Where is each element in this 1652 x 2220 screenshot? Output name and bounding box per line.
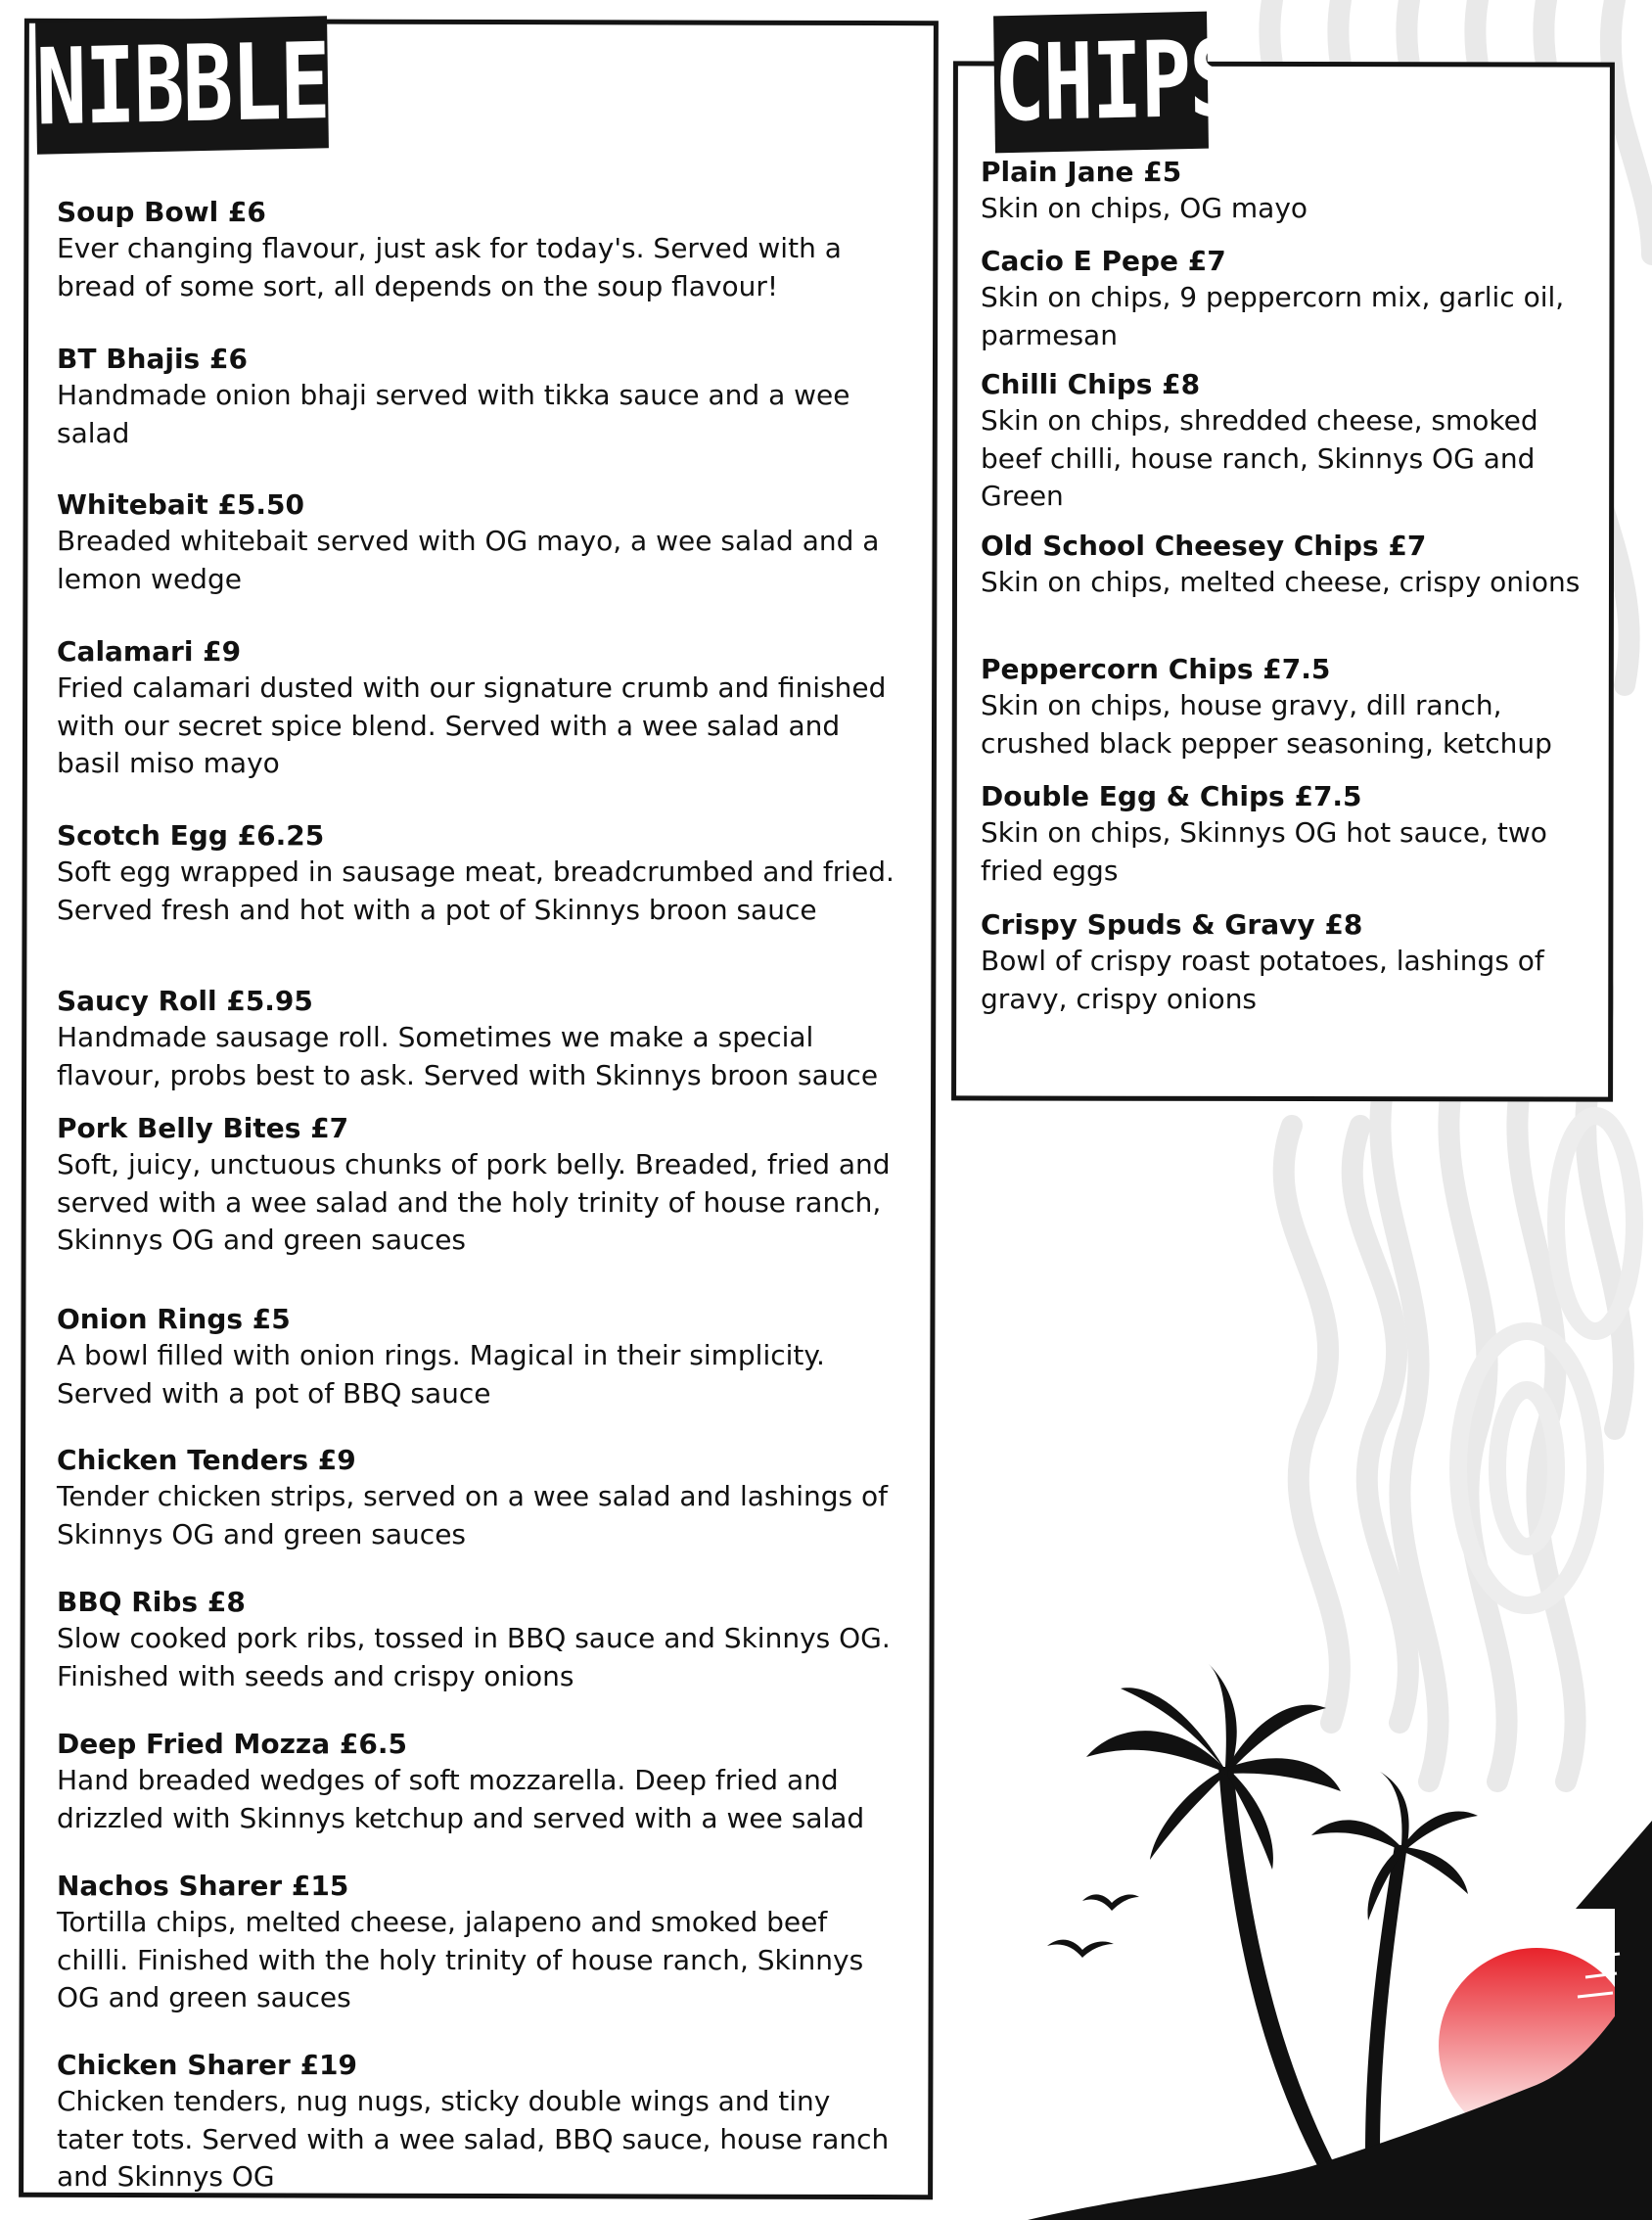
menu-item-name: Old School Cheesey Chips £7 (981, 530, 1427, 562)
menu-item (981, 908, 1587, 1018)
palm-fronds-left (1086, 1664, 1341, 1870)
menu-item-name: Cacio E Pepe £7 (981, 245, 1226, 277)
menu-item-description: Soft, juicy, unctuous chunks of pork belly. Breaded, fried and served with a wee salad and the holy trinity of house ranch, Skinnys OG and green sauces (57, 1148, 891, 1256)
menu-item-name: Onion Rings £5 (57, 1303, 291, 1335)
menu-item-description: Soft egg wrapped in sausage meat, breadcrumbed and fried. Served fresh and hot with a pot of Skinnys broon sauce (57, 856, 895, 926)
menu-item-name: Calamari £9 (57, 635, 242, 668)
menu-item-description: Chicken tenders, nug nugs, sticky double wings and tiny tater tots. Served with a wee salad, BBQ sauce, house ranch and Skinnys OG (57, 2085, 890, 2193)
palm-sunset-illustration (1028, 1664, 1652, 2220)
menu-item-name: BBQ Ribs £8 (57, 1586, 246, 1618)
menu-item-description: Hand breaded wedges of soft mozzarella. Deep fried and drizzled with Skinnys ketchup and served with a wee salad (57, 1764, 865, 1834)
chips-heading: CHIPS (993, 12, 1209, 154)
menu-item-name: Whitebait £5.50 (57, 488, 305, 521)
menu-item-description: Breaded whitebait served with OG mayo, a wee salad and a lemon wedge (57, 525, 880, 595)
menu-item-description: Tender chicken strips, served on a wee salad and lashings of Skinnys OG and green sauces (57, 1480, 889, 1550)
menu-item (57, 819, 898, 929)
menu-item-name: Saucy Roll £5.95 (57, 985, 313, 1017)
menu-item (981, 368, 1587, 516)
menu-item-name: Scotch Egg £6.25 (57, 819, 325, 852)
menu-item-description: Skin on chips, melted cheese, crispy onions (981, 566, 1581, 598)
bird-icon (1047, 1940, 1114, 1958)
nibbles-heading: NIBBLES (35, 16, 329, 154)
menu-item-name: Peppercorn Chips £7.5 (981, 653, 1331, 685)
menu-item-name: Soup Bowl £6 (57, 196, 266, 228)
menu-item-name: Chilli Chips £8 (981, 368, 1201, 400)
menu-item (57, 1586, 898, 1695)
menu-item-name: Deep Fried Mozza £6.5 (57, 1728, 407, 1760)
menu-item-description: Handmade sausage roll. Sometimes we make a special flavour, probs best to ask. Served with Skinnys broon sauce (57, 1021, 879, 1091)
menu-item-description: Skin on chips, OG mayo (981, 192, 1308, 224)
menu-item-name: Nachos Sharer £15 (57, 1870, 349, 1902)
menu-item (57, 1870, 898, 2017)
menu-item-name: Plain Jane £5 (981, 156, 1182, 188)
menu-item-name: Chicken Tenders £9 (57, 1444, 356, 1476)
menu-item-description: Skin on chips, 9 peppercorn mix, garlic oil, parmesan (981, 281, 1565, 351)
menu-item-description: Skin on chips, shredded cheese, smoked beef chilli, house ranch, Skinnys OG and Green (981, 404, 1538, 512)
bird-icon (1082, 1894, 1139, 1911)
menu-item (57, 985, 898, 1094)
palm-trunk-left (1218, 1767, 1339, 2173)
menu-item (981, 780, 1587, 890)
menu-item-description: Skin on chips, Skinnys OG hot sauce, two fried eggs (981, 816, 1547, 887)
menu-item-description: Ever changing flavour, just ask for today's. Served with a bread of some sort, all depends on the soup flavour! (57, 232, 842, 302)
menu-item (981, 245, 1587, 354)
menu-item-name: BT Bhajis £6 (57, 343, 248, 375)
menu-item-description: Handmade onion bhaji served with tikka sauce and a wee salad (57, 379, 850, 449)
menu-item (57, 1112, 898, 1260)
menu-item (57, 1303, 898, 1412)
menu-item (57, 635, 898, 783)
menu-item (57, 196, 898, 305)
menu-item-description: Bowl of crispy roast potatoes, lashings of gravy, crispy onions (981, 945, 1544, 1015)
menu-item-name: Double Egg & Chips £7.5 (981, 780, 1362, 812)
menu-item-name: Chicken Sharer £19 (57, 2049, 358, 2081)
menu-item-name: Crispy Spuds & Gravy £8 (981, 908, 1363, 941)
menu-item (57, 343, 898, 452)
menu-item-description: Slow cooked pork ribs, tossed in BBQ sauce and Skinnys OG. Finished with seeds and crispy onions (57, 1622, 891, 1692)
menu-item (57, 488, 898, 598)
menu-item (57, 1444, 898, 1553)
menu-item (981, 653, 1587, 763)
menu-item (981, 530, 1587, 602)
menu-item-description: A bowl filled with onion rings. Magical in their simplicity. Served with a pot of BBQ sauce (57, 1339, 825, 1410)
menu-item-description: Fried calamari dusted with our signature crumb and finished with our secret spice blend. Served with a wee salad and basil miso mayo (57, 671, 887, 779)
menu-item (981, 156, 1587, 228)
menu-item-description: Tortilla chips, melted cheese, jalapeno and smoked beef chilli. Finished with the holy trinity of house ranch, Skinnys OG and green sauces (57, 1906, 864, 2013)
menu-item-name: Pork Belly Bites £7 (57, 1112, 349, 1144)
menu-item (57, 1728, 898, 1837)
menu-item (57, 2049, 898, 2197)
menu-item-description: Skin on chips, house gravy, dill ranch, crushed black pepper seasoning, ketchup (981, 689, 1552, 760)
